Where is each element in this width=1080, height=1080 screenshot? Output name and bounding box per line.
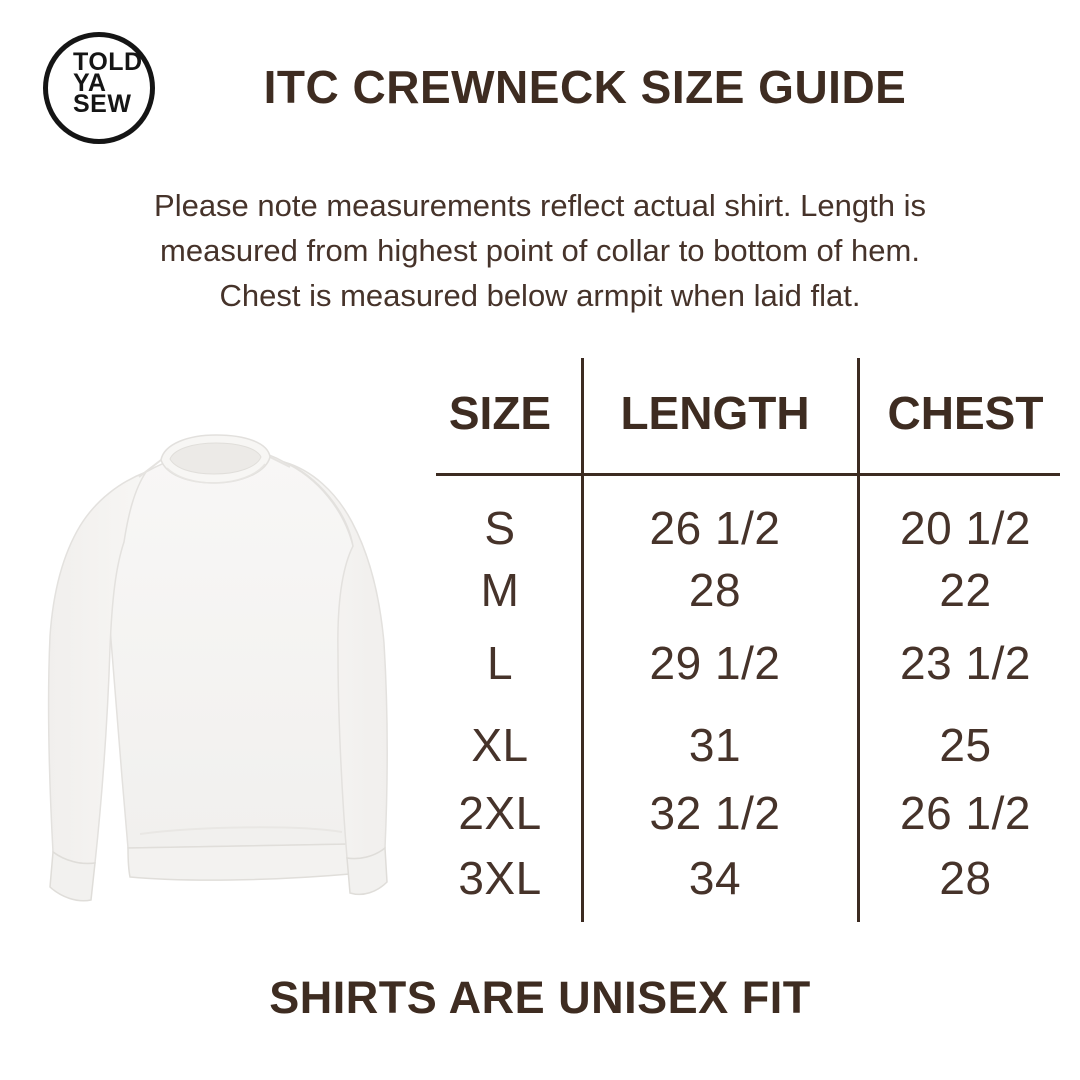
cell-chest-l: 23 1/2 — [900, 637, 1031, 689]
cell-chest-s: 20 1/2 — [900, 502, 1031, 554]
measurement-note-line-1: Please note measurements reflect actual shirt. Length is — [154, 188, 926, 223]
cell-length-m: 28 — [688, 564, 742, 616]
column-header-size: SIZE — [448, 387, 552, 439]
cell-chest-m: 22 — [939, 564, 992, 616]
table-header-divider — [436, 473, 1060, 476]
cell-length-s: 26 1/2 — [649, 502, 781, 554]
cell-size-l: L — [486, 637, 514, 689]
table-column-divider-1 — [581, 358, 584, 922]
cell-size-m: M — [480, 564, 520, 616]
measurement-note-line-2: measured from highest point of collar to bottom of hem. — [160, 233, 920, 268]
unisex-fit-note: SHIRTS ARE UNISEX FIT — [269, 972, 811, 1023]
measurement-note-line-3: Chest is measured below armpit when laid flat. — [219, 278, 861, 313]
crewneck-sweatshirt-image — [20, 408, 450, 928]
cell-chest-xl: 25 — [939, 719, 992, 771]
cell-size-s: S — [484, 502, 516, 554]
cell-length-3xl: 34 — [688, 852, 742, 904]
cell-size-xl: XL — [471, 719, 529, 771]
cell-length-xl: 31 — [688, 719, 742, 771]
cell-length-2xl: 32 1/2 — [649, 787, 781, 839]
cell-chest-3xl: 28 — [939, 852, 992, 904]
sweatshirt-body — [103, 449, 358, 848]
sweatshirt-hem-band — [128, 844, 352, 880]
page-title: ITC CREWNECK SIZE GUIDE — [263, 61, 907, 113]
column-header-length: LENGTH — [620, 387, 810, 439]
cell-size-3xl: 3XL — [458, 852, 542, 904]
column-header-chest: CHEST — [887, 387, 1044, 439]
cell-length-l: 29 1/2 — [649, 637, 781, 689]
measurement-note — [0, 183, 1080, 318]
logo-line-1: TOLD — [73, 48, 143, 76]
cell-size-2xl: 2XL — [458, 787, 542, 839]
cell-chest-2xl: 26 1/2 — [900, 787, 1031, 839]
logo-line-3: SEW — [73, 90, 132, 118]
logo-line-2: YA — [73, 69, 107, 97]
